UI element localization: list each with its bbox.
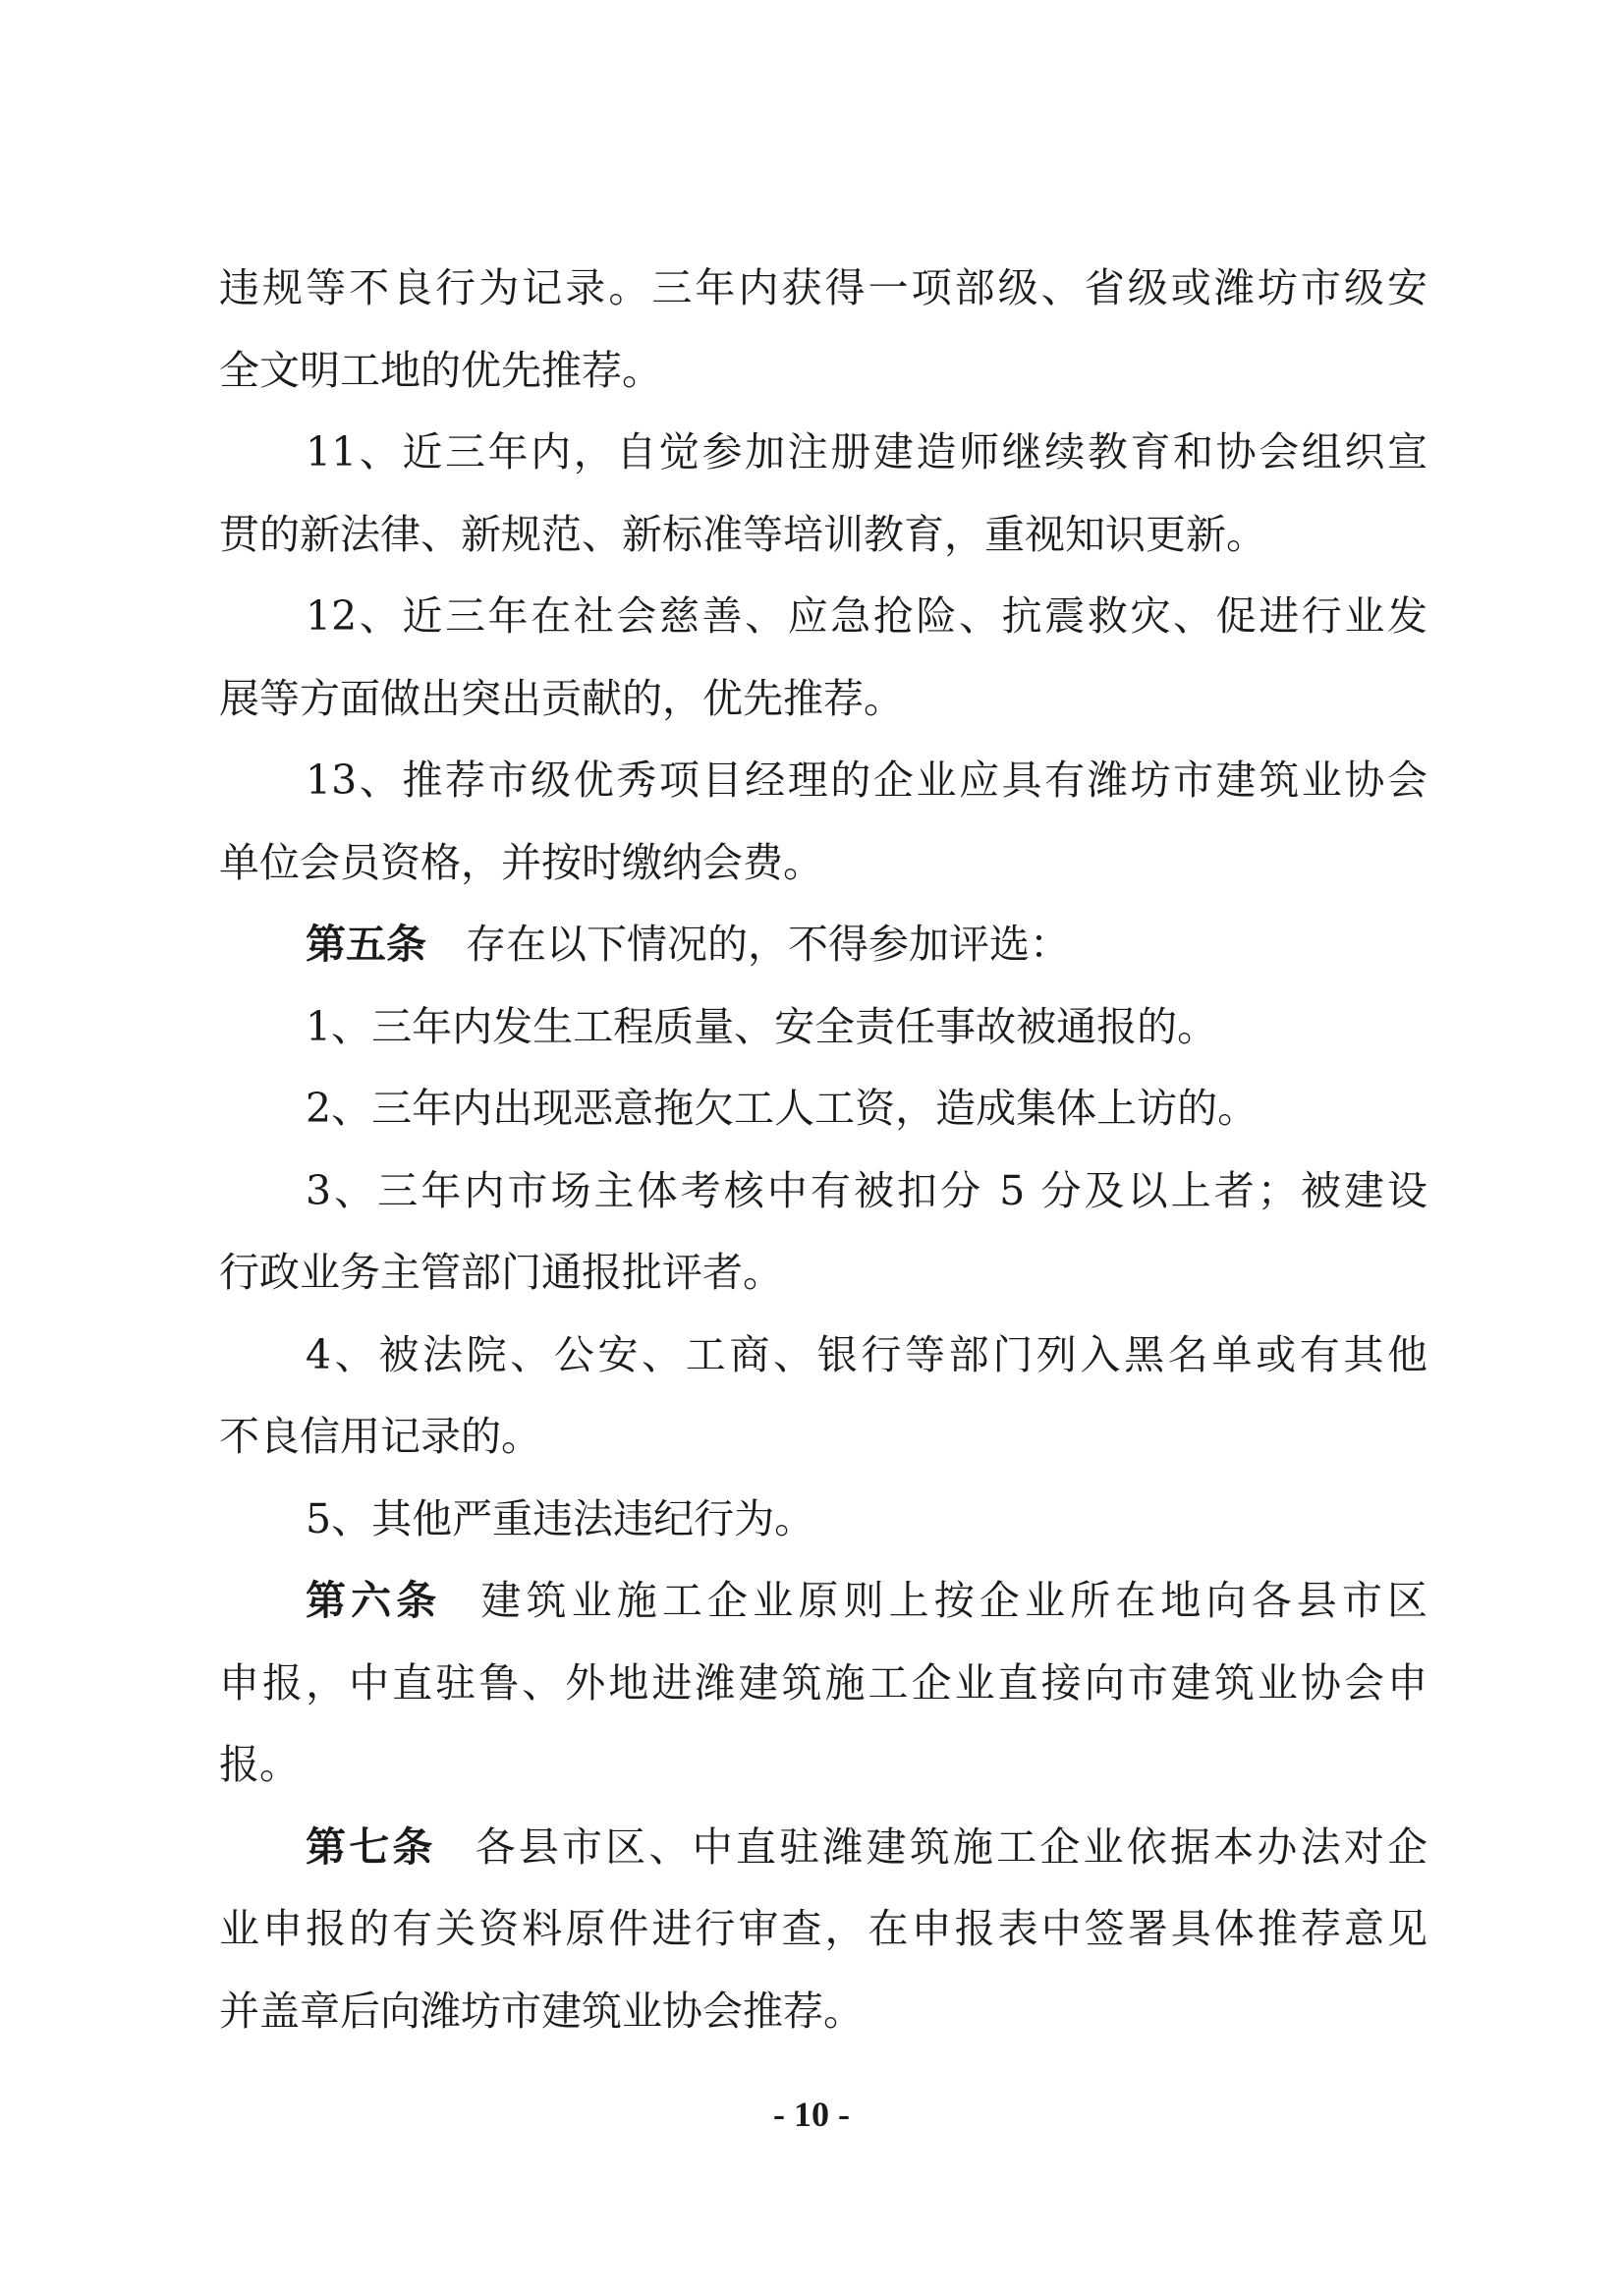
body-line: 并盖章后向潍坊市建筑业协会推荐。: [219, 1987, 864, 2035]
article-5: [219, 904, 1427, 986]
article-6-text: 建筑业施工企业原则上按企业所在地向各县市区: [480, 1577, 1428, 1624]
body-line: 贯的新法律、新规范、新标准等培训教育，重视知识更新。: [219, 510, 1266, 558]
body-line: 单位会员资格，并按时缴纳会费。: [219, 838, 823, 886]
list-item: 5、其他严重违法违纪行为。: [306, 1494, 815, 1542]
list-item-continuation: 行政业务主管部门通报批评者。: [219, 1249, 783, 1296]
article-7-heading: 第七条: [306, 1822, 436, 1871]
list-item: 3、三年内市场主体考核中有被扣分 5 分及以上者；被建设: [306, 1166, 1427, 1214]
list-item: 1、三年内发生工程质量、安全责任事故被通报的。: [306, 1002, 1218, 1050]
list-item: 4、被法院、公安、工商、银行等部门列入黑名单或有其他: [306, 1330, 1427, 1378]
article-6: [219, 1560, 1427, 1643]
body-line: 12、近三年在社会慈善、应急抢险、抗震救灾、促进行业发: [306, 592, 1427, 640]
article-7-text: 各县市区、中直驻潍建筑施工企业依据本办法对企: [475, 1822, 1427, 1871]
page-number: - 10 -: [773, 2095, 850, 2134]
body-line: 11、近三年内，自觉参加注册建造师继续教育和协会组织宣: [306, 428, 1427, 476]
body-line: 报。: [219, 1741, 300, 1788]
body-line: 申报，中直驻鲁、外地进潍建筑施工企业直接向市建筑业协会申: [219, 1658, 1427, 1707]
article-5-text: 存在以下情况的，不得参加评选：: [466, 921, 1070, 968]
article-5-heading: 第五条: [306, 921, 426, 968]
body-line: 13、推荐市级优秀项目经理的企业应具有潍坊市建筑业协会: [306, 756, 1427, 804]
article-7: [219, 1807, 1427, 1889]
body-line: 展等方面做出突出贡献的，优先推荐。: [219, 674, 904, 722]
list-item-continuation: 不良信用记录的。: [219, 1413, 541, 1460]
document-body: [219, 248, 1427, 2052]
list-item: 2、三年内出现恶意拖欠工人工资，造成集体上访的。: [306, 1085, 1259, 1132]
article-6-heading: 第六条: [306, 1577, 442, 1624]
body-line: 违规等不良行为记录。三年内获得一项部级、省级或潍坊市级安: [219, 264, 1427, 311]
body-line: 全文明工地的优先推荐。: [219, 346, 662, 394]
body-line: 业申报的有关资料原件进行审查，在申报表中签署具体推荐意见: [219, 1905, 1427, 1952]
